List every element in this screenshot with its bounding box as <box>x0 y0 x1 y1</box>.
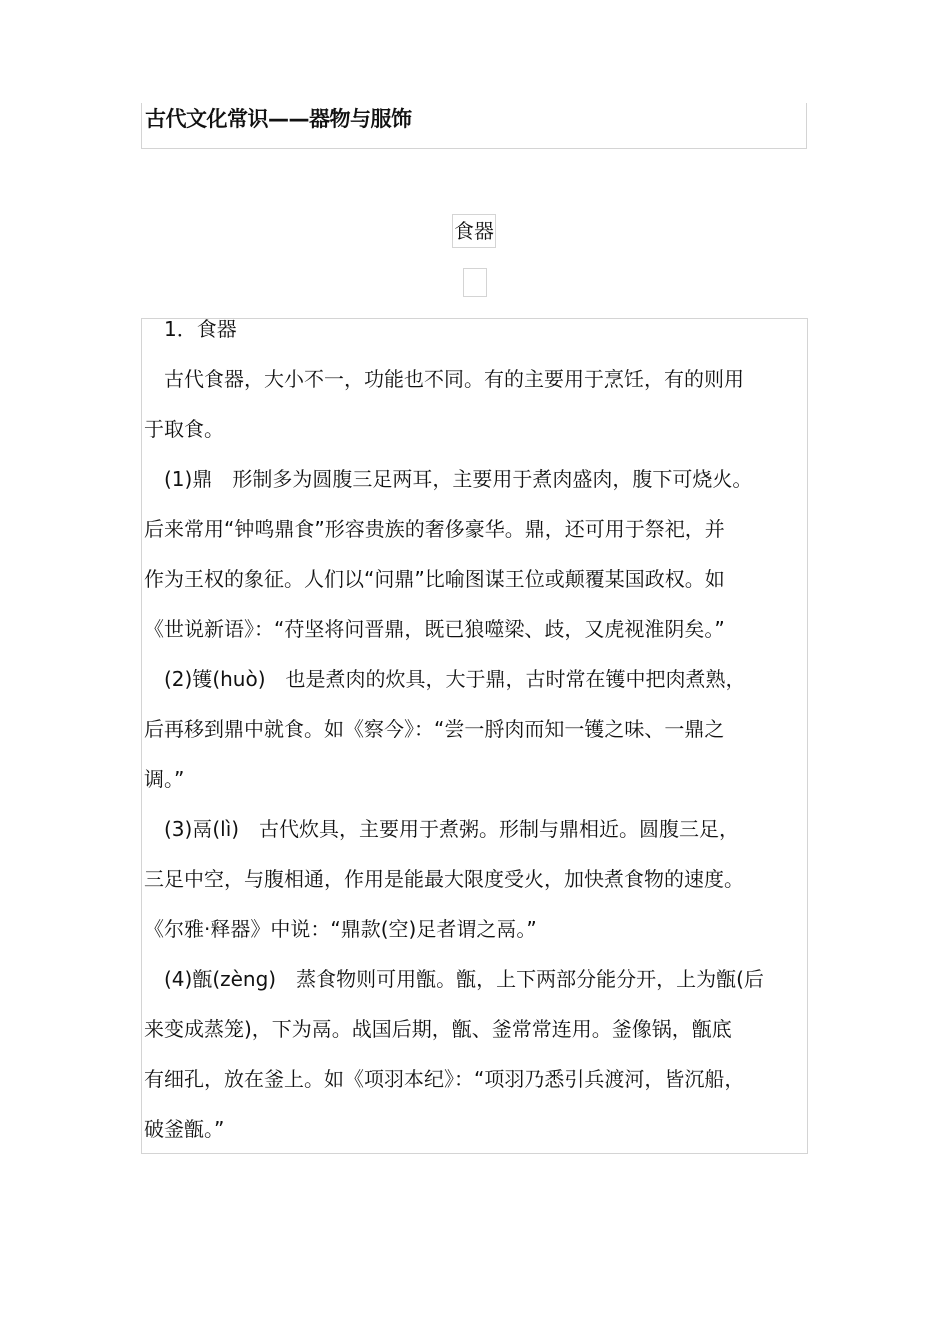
paragraph-line: (3)鬲(lì) 古代炊具，主要用于煮粥。形制与鼎相近。圆腹三足， <box>164 817 740 841</box>
title-box <box>141 103 807 149</box>
paragraph-line: 作为王权的象征。人们以“问鼎”比喻图谋王位或颠覆某国政权。如 <box>144 567 725 591</box>
paragraph-line: 于取食。 <box>144 417 224 441</box>
paragraph-line: 调。” <box>144 767 185 791</box>
empty-placeholder-box <box>463 268 487 297</box>
paragraph-line: 三足中空，与腹相通，作用是能最大限度受火，加快煮食物的速度。 <box>144 867 744 891</box>
item-heading: 1．食器 <box>164 317 237 341</box>
paragraph-line: (1)鼎 形制多为圆腹三足两耳，主要用于煮肉盛肉，腹下可烧火。 <box>164 467 753 491</box>
paragraph-line: 《世说新语》：“苻坚将问晋鼎，既已狼噬梁、歧，又虎视淮阴矣。” <box>144 617 725 641</box>
paragraph-line: 后来常用“钟鸣鼎食”形容贵族的奢侈豪华。鼎，还可用于祭祀，并 <box>144 517 725 541</box>
paragraph-line: (4)甑(zèng) 蒸食物则可用甑。甑，上下两部分能分开，上为甑(后 <box>164 967 764 991</box>
paragraph-line: 有细孔，放在釜上。如《项羽本纪》：“项羽乃悉引兵渡河，皆沉船， <box>144 1067 745 1091</box>
document-title: 古代文化常识——器物与服饰 <box>145 107 412 131</box>
section-heading: 食器 <box>452 214 496 248</box>
paragraph-line: 来变成蒸笼)，下为鬲。战国后期，甑、釜常常连用。釜像锅，甑底 <box>144 1017 732 1041</box>
paragraph-line: 破釜甑。” <box>144 1117 225 1141</box>
paragraph-line: (2)镬(huò) 也是煮肉的炊具，大于鼎，古时常在镬中把肉煮熟， <box>164 667 746 691</box>
paragraph-line: 古代食器，大小不一，功能也不同。有的主要用于烹饪，有的则用 <box>164 367 744 391</box>
paragraph-line: 后再移到鼎中就食。如《察今》：“尝一脟肉而知一镬之味、一鼎之 <box>144 717 725 741</box>
paragraph-line: 《尔雅·释器》中说：“鼎款(空)足者谓之鬲。” <box>144 917 537 941</box>
